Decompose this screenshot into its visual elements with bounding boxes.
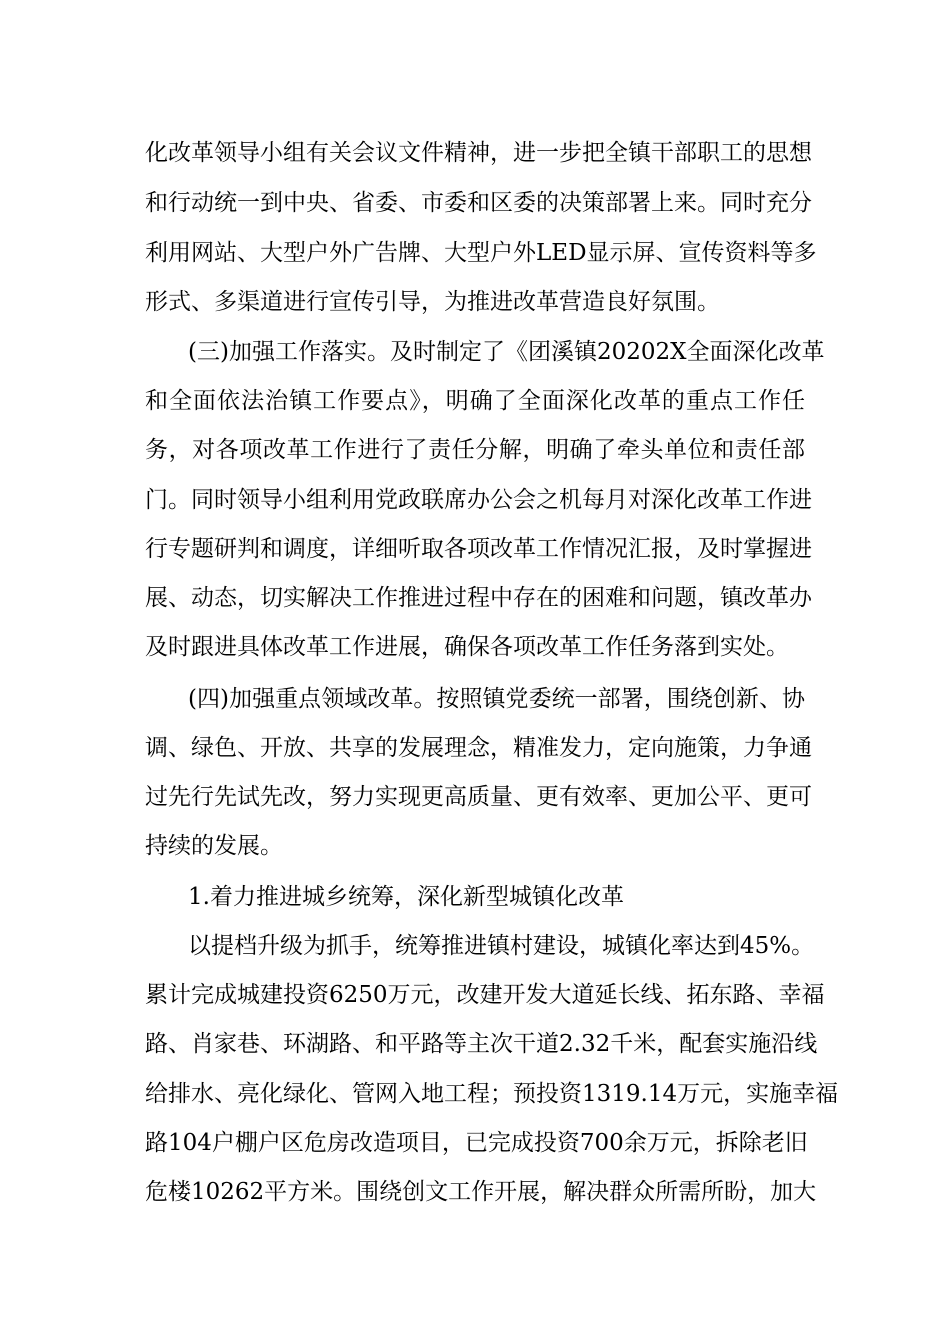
section-heading-line: (三)加强工作落实。及时制定了《团溪镇20202X全面深化改革 xyxy=(188,339,825,365)
paragraph-line: 给排水、亮化绿化、管网入地工程；预投资1319.14万元，实施幸福 xyxy=(145,1081,839,1107)
paragraph-line: 累计完成城建投资6250万元，改建开发大道延长线、拓东路、幸福 xyxy=(145,982,825,1008)
section-heading-line: (四)加强重点领域改革。按照镇党委统一部署，围绕创新、协 xyxy=(188,686,805,712)
paragraph-line: 路、肖家巷、环湖路、和平路等主次干道2.32千米，配套实施沿线 xyxy=(145,1031,818,1057)
paragraph-line: 展、动态，切实解决工作推进过程中存在的困难和问题，镇改革办 xyxy=(145,585,812,611)
paragraph-line: 形式、多渠道进行宣传引导，为推进改革营造良好氛围。 xyxy=(145,289,720,315)
paragraph-line: 行专题研判和调度，详细听取各项改革工作情况汇报，及时掌握进 xyxy=(145,536,812,562)
paragraph-line: 及时跟进具体改革工作进展，确保各项改革工作任务落到实处。 xyxy=(145,634,789,660)
paragraph-line: 持续的发展。 xyxy=(145,833,283,859)
paragraph-line: 门。同时领导小组利用党政联席办公会之机每月对深化改革工作进 xyxy=(145,487,812,513)
paragraph-line: 化改革领导小组有关会议文件精神，进一步把全镇干部职工的思想 xyxy=(145,140,812,166)
paragraph-line: 务，对各项改革工作进行了责任分解，明确了牵头单位和责任部 xyxy=(145,437,805,463)
paragraph-line: 和全面依法治镇工作要点》，明确了全面深化改革的重点工作任 xyxy=(145,388,805,414)
paragraph-line: 危楼10262平方米。围绕创文工作开展，解决群众所需所盼，加大 xyxy=(145,1179,817,1205)
paragraph-line: 以提档升级为抓手，统筹推进镇村建设，城镇化率达到45%。 xyxy=(188,933,815,959)
subsection-heading: 1.着力推进城乡统筹，深化新型城镇化改革 xyxy=(188,884,624,910)
paragraph-line: 和行动统一到中央、省委、市委和区委的决策部署上来。同时充分 xyxy=(145,190,812,216)
paragraph-line: 过先行先试先改，努力实现更高质量、更有效率、更加公平、更可 xyxy=(145,784,812,810)
paragraph-line: 路104户棚户区危房改造项目，已完成投资700余万元，拆除老旧 xyxy=(145,1130,808,1156)
paragraph-line: 利用网站、大型户外广告牌、大型户外LED显示屏、宣传资料等多 xyxy=(145,240,817,266)
paragraph-line: 调、绿色、开放、共享的发展理念，精准发力，定向施策，力争通 xyxy=(145,735,812,761)
